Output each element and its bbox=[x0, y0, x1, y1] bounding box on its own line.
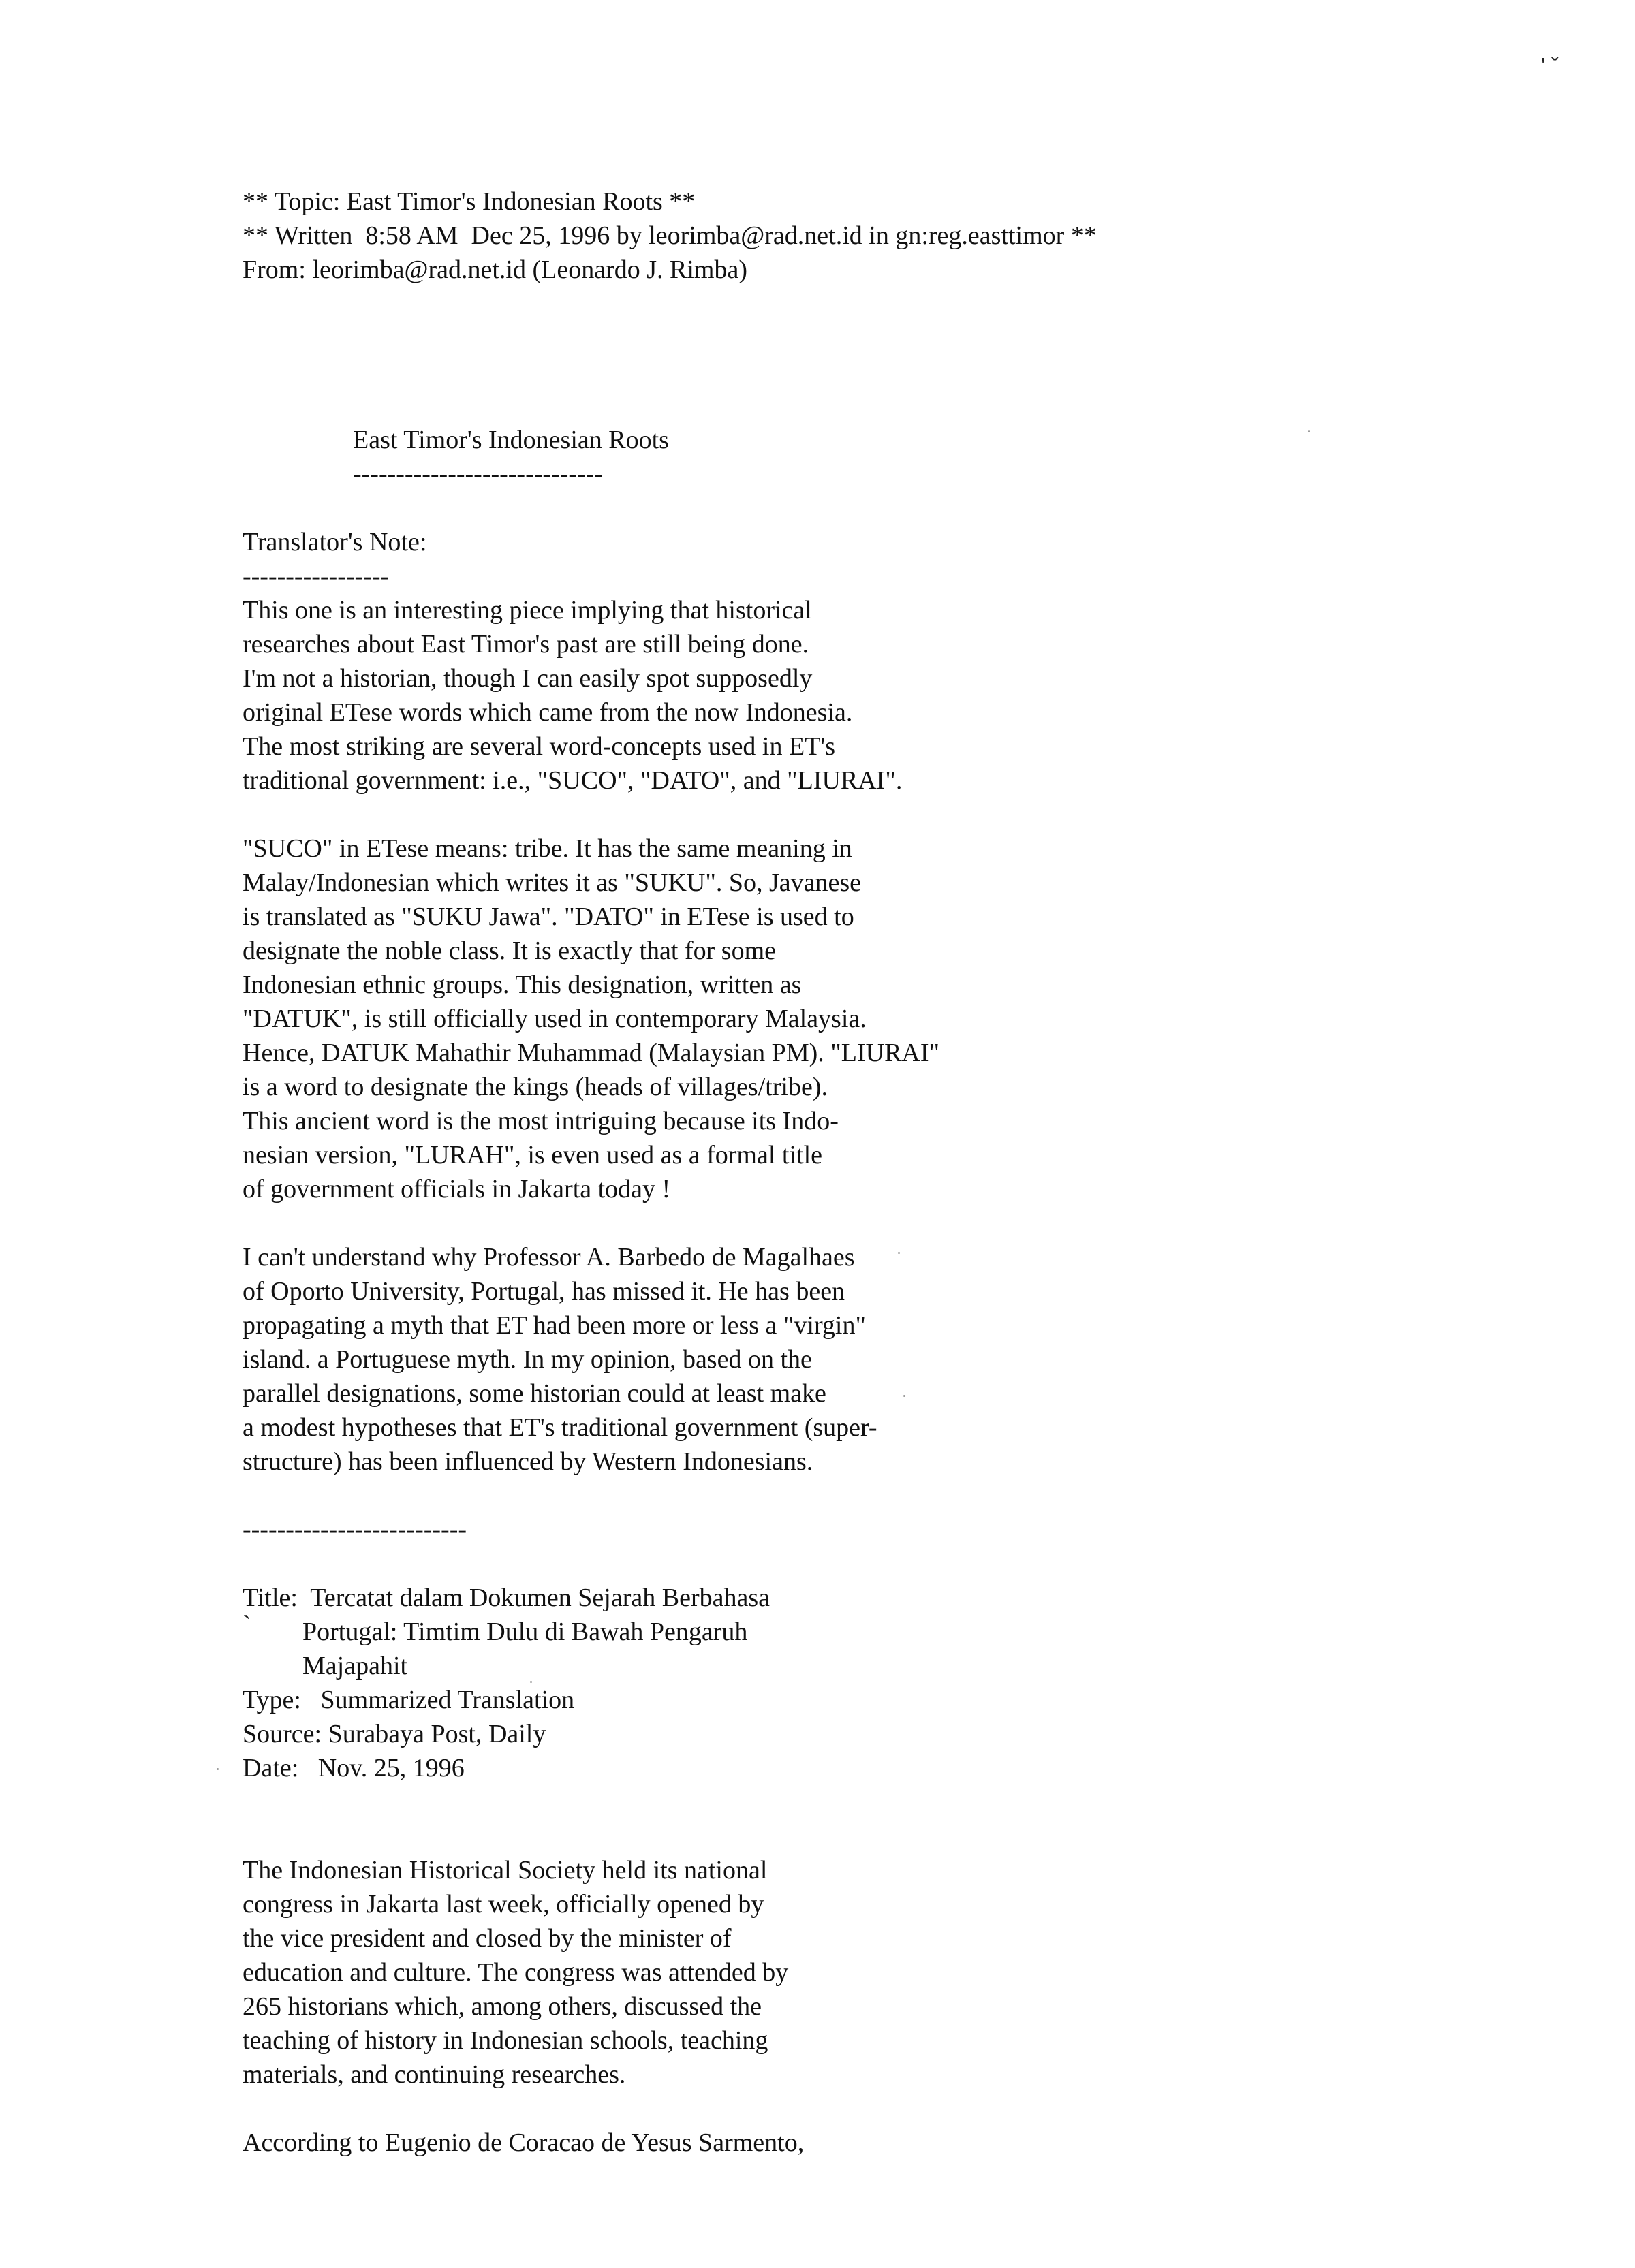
body-para1-line: The Indonesian Historical Society held its national bbox=[243, 1856, 768, 1885]
note-para2-line: is a word to designate the kings (heads of villages/tribe). bbox=[243, 1073, 828, 1101]
body-para1-line: materials, and continuing researches. bbox=[243, 2060, 626, 2089]
meta-source-line: Source: Surabaya Post, Daily bbox=[243, 1720, 546, 1748]
note-para2-line: This ancient word is the most intriguing because its Indo- bbox=[243, 1107, 839, 1135]
body-para2-line: According to Eugenio de Coracao de Yesus Sarmento, bbox=[243, 2128, 805, 2157]
header-topic-line: ** Topic: East Timor's Indonesian Roots ** bbox=[243, 187, 696, 216]
body-para1-line: congress in Jakarta last week, officially opened by bbox=[243, 1890, 764, 1919]
note-para2-line: "SUCO" in ETese means: tribe. It has the same meaning in bbox=[243, 834, 852, 863]
note-para1-line: This one is an interesting piece implying that historical bbox=[243, 596, 812, 625]
note-para2-line: Hence, DATUK Mahathir Muhammad (Malaysian PM). "LIURAI" bbox=[243, 1039, 940, 1067]
scan-speck bbox=[898, 1252, 900, 1254]
note-para3-line: parallel designations, some historian could at least make bbox=[243, 1379, 826, 1408]
note-para2-line: Malay/Indonesian which writes it as "SUKU". So, Javanese bbox=[243, 868, 862, 897]
note-para1-line: The most striking are several word-concepts used in ET's bbox=[243, 732, 836, 761]
article-title-rule: ----------------------------- bbox=[353, 460, 603, 488]
note-para2-line: Indonesian ethnic groups. This designation, written as bbox=[243, 971, 802, 999]
meta-title-line: Majapahit bbox=[302, 1652, 408, 1680]
body-para1-line: the vice president and closed by the minister of bbox=[243, 1924, 732, 1953]
scan-speck bbox=[217, 1768, 219, 1770]
body-para1-line: teaching of history in Indonesian schools, teaching bbox=[243, 2026, 768, 2055]
body-para1-line: 265 historians which, among others, discussed the bbox=[243, 1992, 762, 2021]
meta-title-tick: ` bbox=[243, 1611, 251, 1639]
scan-speck bbox=[1308, 430, 1310, 432]
meta-title-line: Portugal: Timtim Dulu di Bawah Pengaruh bbox=[302, 1618, 748, 1646]
note-para2-line: of government officials in Jakarta today ! bbox=[243, 1175, 671, 1203]
meta-date-line: Date: Nov. 25, 1996 bbox=[243, 1754, 465, 1782]
scan-speck bbox=[530, 1681, 532, 1683]
note-para2-line: is translated as "SUKU Jawa". "DATO" in ETese is used to bbox=[243, 902, 854, 931]
note-para3-line: structure) has been influenced by Western Indonesians. bbox=[243, 1447, 813, 1476]
body-para1-line: education and culture. The congress was attended by bbox=[243, 1958, 789, 1987]
note-end-rule: -------------------------- bbox=[243, 1515, 467, 1544]
note-para3-line: I can't understand why Professor A. Barbedo de Magalhaes bbox=[243, 1243, 855, 1272]
note-para3-line: of Oporto University, Portugal, has missed it. He has been bbox=[243, 1277, 845, 1306]
article-title: East Timor's Indonesian Roots bbox=[353, 426, 669, 454]
meta-title-line: Title: Tercatat dalam Dokumen Sejarah Berbahasa bbox=[243, 1584, 770, 1612]
note-para2-line: nesian version, "LURAH", is even used as a formal title bbox=[243, 1141, 822, 1169]
note-para1-line: I'm not a historian, though I can easily spot supposedly bbox=[243, 664, 813, 693]
translator-note-label: Translator's Note: bbox=[243, 528, 427, 556]
note-para3-line: propagating a myth that ET had been more or less a "virgin" bbox=[243, 1311, 867, 1340]
note-para3-line: island. a Portuguese myth. In my opinion, based on the bbox=[243, 1345, 812, 1374]
corner-scan-mark: ' ˇ bbox=[1541, 53, 1559, 78]
note-para3-line: a modest hypotheses that ET's traditional government (super- bbox=[243, 1413, 877, 1442]
translator-note-rule: ----------------- bbox=[243, 562, 390, 590]
scan-speck bbox=[903, 1395, 905, 1397]
note-para1-line: researches about East Timor's past are still being done. bbox=[243, 630, 809, 659]
note-para2-line: "DATUK", is still officially used in contemporary Malaysia. bbox=[243, 1005, 867, 1033]
note-para2-line: designate the noble class. It is exactly that for some bbox=[243, 936, 776, 965]
note-para1-line: original ETese words which came from the now Indonesia. bbox=[243, 698, 853, 727]
header-written-line: ** Written 8:58 AM Dec 25, 1996 by leorimba@rad.net.id in gn:reg.easttimor ** bbox=[243, 221, 1097, 250]
note-para1-line: traditional government: i.e., "SUCO", "DATO", and "LIURAI". bbox=[243, 766, 903, 795]
header-from-line: From: leorimba@rad.net.id (Leonardo J. Rimba) bbox=[243, 255, 747, 284]
meta-type-line: Type: Summarized Translation bbox=[243, 1686, 575, 1714]
